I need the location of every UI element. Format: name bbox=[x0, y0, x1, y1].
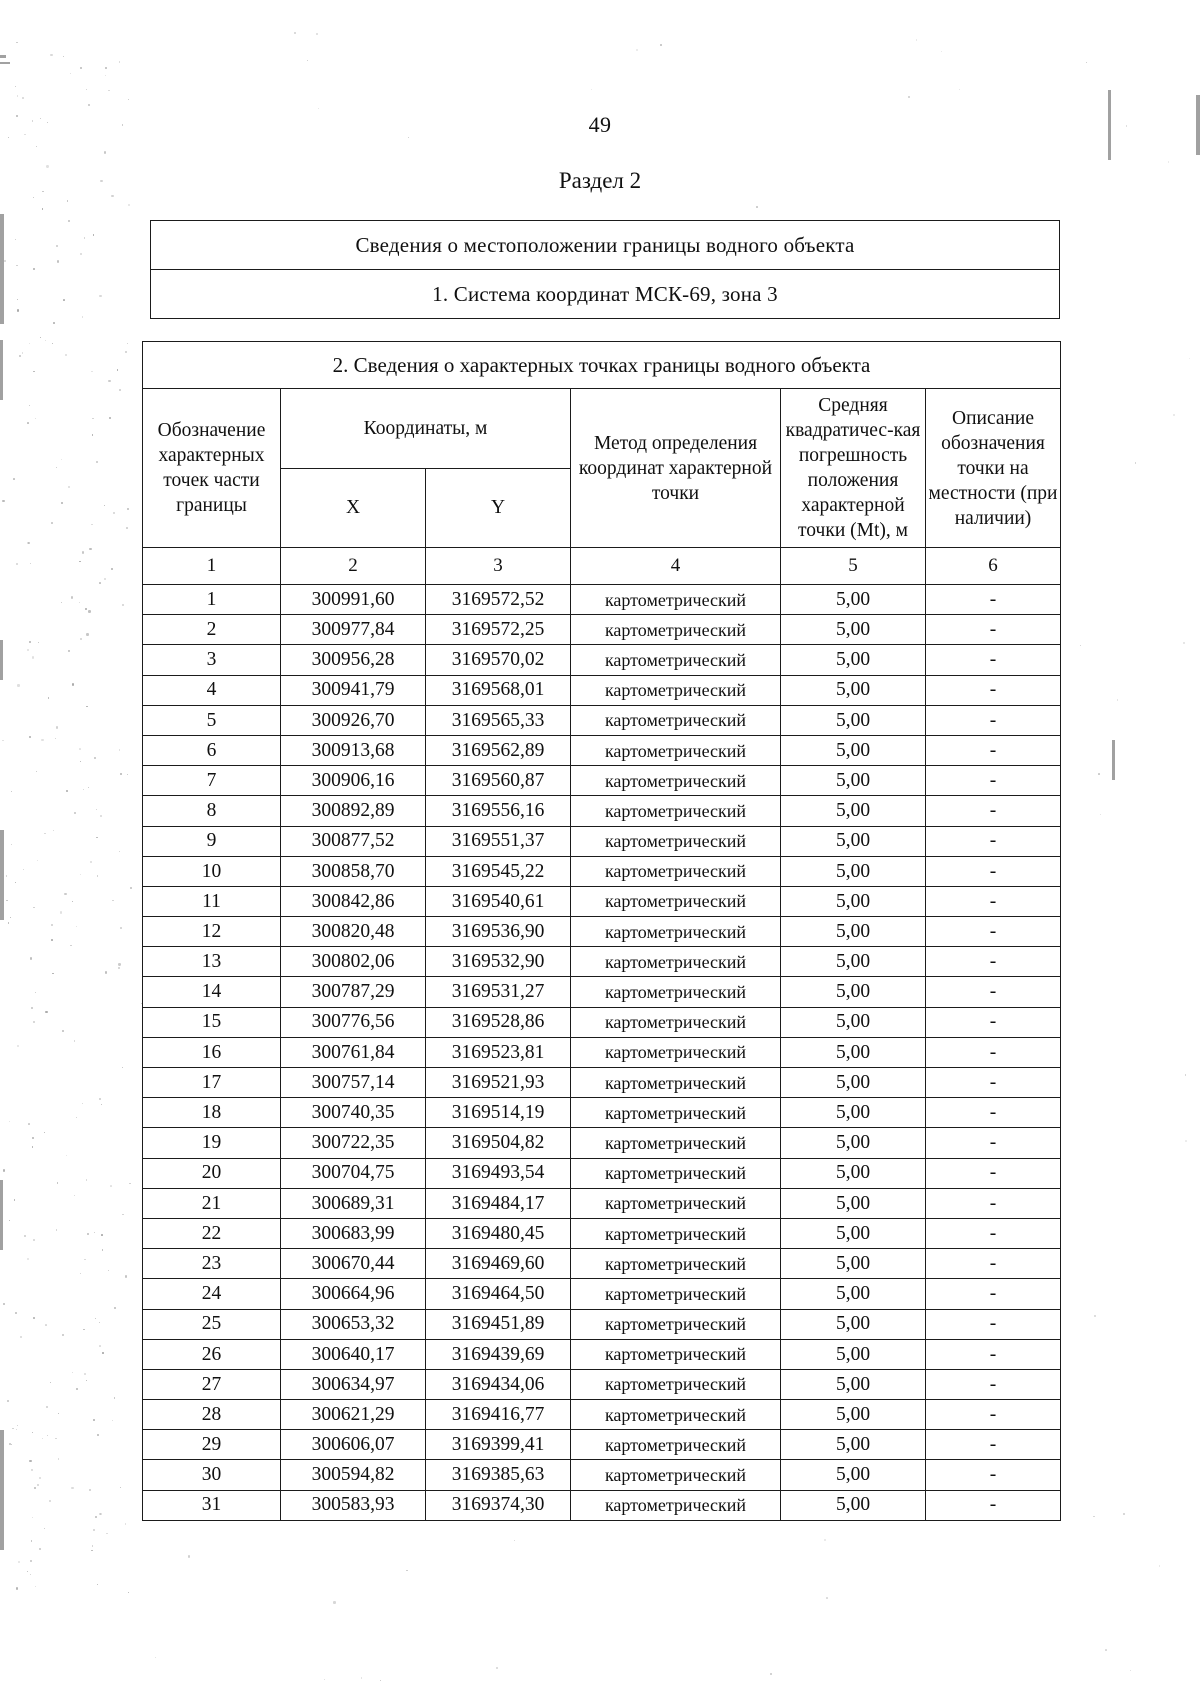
table-row bbox=[143, 1309, 1061, 1339]
y-coordinate-cell: 3169562,89 bbox=[426, 735, 571, 765]
x-coordinate-cell: 300664,96 bbox=[281, 1279, 426, 1309]
table-row bbox=[143, 1158, 1061, 1188]
table-row bbox=[143, 886, 1061, 916]
x-coordinate-cell: 300594,82 bbox=[281, 1460, 426, 1490]
method-cell: картометрический bbox=[571, 1309, 781, 1339]
column-number-3: 3 bbox=[426, 548, 571, 585]
y-coordinate-cell: 3169439,69 bbox=[426, 1339, 571, 1369]
point-number-cell: 2 bbox=[143, 615, 281, 645]
y-coordinate-cell: 3169532,90 bbox=[426, 947, 571, 977]
page-title: Раздел 2 bbox=[558, 168, 642, 193]
table-row bbox=[143, 1490, 1061, 1520]
y-coordinate-cell: 3169540,61 bbox=[426, 886, 571, 916]
x-coordinate-cell: 300956,28 bbox=[281, 645, 426, 675]
table-row bbox=[143, 1007, 1061, 1037]
rms-error-cell: 5,00 bbox=[781, 1068, 926, 1098]
description-cell: - bbox=[926, 585, 1061, 615]
y-coordinate-cell: 3169570,02 bbox=[426, 645, 571, 675]
y-coordinate-cell: 3169556,16 bbox=[426, 796, 571, 826]
rms-error-cell: 5,00 bbox=[781, 1279, 926, 1309]
column-number-1: 1 bbox=[143, 548, 281, 585]
description-cell: - bbox=[926, 675, 1061, 705]
point-number-cell: 16 bbox=[143, 1037, 281, 1067]
point-number-cell: 27 bbox=[143, 1369, 281, 1399]
description-cell: - bbox=[926, 1249, 1061, 1279]
rms-error-cell: 5,00 bbox=[781, 1037, 926, 1067]
point-number-cell: 8 bbox=[143, 796, 281, 826]
rms-error-cell: 5,00 bbox=[781, 1158, 926, 1188]
y-coordinate-cell: 3169385,63 bbox=[426, 1460, 571, 1490]
x-coordinate-cell: 300653,32 bbox=[281, 1309, 426, 1339]
method-cell: картометрический bbox=[571, 1249, 781, 1279]
point-number-cell: 29 bbox=[143, 1430, 281, 1460]
x-coordinate-cell: 300683,99 bbox=[281, 1218, 426, 1248]
point-number-cell: 11 bbox=[143, 886, 281, 916]
description-cell: - bbox=[926, 1158, 1061, 1188]
description-cell: - bbox=[926, 1068, 1061, 1098]
rms-error-cell: 5,00 bbox=[781, 675, 926, 705]
point-number-cell: 14 bbox=[143, 977, 281, 1007]
description-cell: - bbox=[926, 1309, 1061, 1339]
description-cell: - bbox=[926, 886, 1061, 916]
x-coordinate-cell: 300704,75 bbox=[281, 1158, 426, 1188]
table-row bbox=[143, 766, 1061, 796]
method-cell: картометрический bbox=[571, 1339, 781, 1369]
table-row bbox=[143, 615, 1061, 645]
point-number-cell: 10 bbox=[143, 856, 281, 886]
x-coordinate-cell: 300761,84 bbox=[281, 1037, 426, 1067]
method-cell: картометрический bbox=[571, 585, 781, 615]
y-coordinate-cell: 3169565,33 bbox=[426, 705, 571, 735]
rms-error-cell: 5,00 bbox=[781, 1218, 926, 1248]
description-cell: - bbox=[926, 826, 1061, 856]
rms-error-cell: 5,00 bbox=[781, 1430, 926, 1460]
description-cell: - bbox=[926, 1098, 1061, 1128]
rms-error-cell: 5,00 bbox=[781, 1188, 926, 1218]
y-coordinate-cell: 3169434,06 bbox=[426, 1369, 571, 1399]
description-cell: - bbox=[926, 1430, 1061, 1460]
x-coordinate-cell: 300991,60 bbox=[281, 585, 426, 615]
x-coordinate-cell: 300858,70 bbox=[281, 856, 426, 886]
method-cell: картометрический bbox=[571, 977, 781, 1007]
method-cell: картометрический bbox=[571, 675, 781, 705]
rms-error-cell: 5,00 bbox=[781, 796, 926, 826]
rms-error-cell: 5,00 bbox=[781, 705, 926, 735]
y-coordinate-cell: 3169568,01 bbox=[426, 675, 571, 705]
description-cell: - bbox=[926, 977, 1061, 1007]
method-cell: картометрический bbox=[571, 1400, 781, 1430]
rms-error-cell: 5,00 bbox=[781, 645, 926, 675]
point-number-cell: 7 bbox=[143, 766, 281, 796]
description-cell: - bbox=[926, 1279, 1061, 1309]
rms-error-cell: 5,00 bbox=[781, 1309, 926, 1339]
table-row bbox=[143, 1098, 1061, 1128]
rms-error-cell: 5,00 bbox=[781, 826, 926, 856]
method-cell: картометрический bbox=[571, 1188, 781, 1218]
point-number-cell: 3 bbox=[143, 645, 281, 675]
method-cell: картометрический bbox=[571, 917, 781, 947]
x-coordinate-cell: 300820,48 bbox=[281, 917, 426, 947]
y-coordinate-cell: 3169480,45 bbox=[426, 1218, 571, 1248]
x-coordinate-cell: 300913,68 bbox=[281, 735, 426, 765]
table-row bbox=[143, 1068, 1061, 1098]
description-cell: - bbox=[926, 947, 1061, 977]
point-number-cell: 1 bbox=[143, 585, 281, 615]
y-coordinate-cell: 3169528,86 bbox=[426, 1007, 571, 1037]
x-coordinate-cell: 300842,86 bbox=[281, 886, 426, 916]
method-cell: картометрический bbox=[571, 1490, 781, 1520]
rms-error-cell: 5,00 bbox=[781, 615, 926, 645]
table-row bbox=[143, 947, 1061, 977]
y-coordinate-cell: 3169572,25 bbox=[426, 615, 571, 645]
y-coordinate-cell: 3169531,27 bbox=[426, 977, 571, 1007]
point-number-cell: 21 bbox=[143, 1188, 281, 1218]
method-cell: картометрический bbox=[571, 766, 781, 796]
description-cell: - bbox=[926, 1369, 1061, 1399]
x-coordinate-cell: 300640,17 bbox=[281, 1339, 426, 1369]
y-coordinate-cell: 3169521,93 bbox=[426, 1068, 571, 1098]
column-number-5: 5 bbox=[781, 548, 926, 585]
x-coordinate-cell: 300906,16 bbox=[281, 766, 426, 796]
point-number-cell: 9 bbox=[143, 826, 281, 856]
x-coordinate-cell: 300977,84 bbox=[281, 615, 426, 645]
rms-error-cell: 5,00 bbox=[781, 1460, 926, 1490]
coordinate-system-cell: 1. Система координат МСК-69, зона 3 bbox=[151, 270, 1060, 319]
x-coordinate-cell: 300621,29 bbox=[281, 1400, 426, 1430]
rms-error-cell: 5,00 bbox=[781, 977, 926, 1007]
point-number-cell: 18 bbox=[143, 1098, 281, 1128]
table-header-row bbox=[143, 389, 1061, 469]
rms-error-cell: 5,00 bbox=[781, 1128, 926, 1158]
x-coordinate-cell: 300776,56 bbox=[281, 1007, 426, 1037]
method-cell: картометрический bbox=[571, 1007, 781, 1037]
page-number: 49 bbox=[588, 112, 612, 137]
description-cell: - bbox=[926, 1339, 1061, 1369]
rms-error-cell: 5,00 bbox=[781, 1249, 926, 1279]
x-coordinate-cell: 300892,89 bbox=[281, 796, 426, 826]
point-number-cell: 20 bbox=[143, 1158, 281, 1188]
method-cell: картометрический bbox=[571, 615, 781, 645]
table-row bbox=[143, 1339, 1061, 1369]
column-number-row bbox=[143, 548, 1061, 585]
y-coordinate-cell: 3169560,87 bbox=[426, 766, 571, 796]
x-coordinate-cell: 300670,44 bbox=[281, 1249, 426, 1279]
header-y: Y bbox=[426, 468, 571, 548]
y-coordinate-cell: 3169469,60 bbox=[426, 1249, 571, 1279]
point-number-cell: 17 bbox=[143, 1068, 281, 1098]
method-cell: картометрический bbox=[571, 856, 781, 886]
method-cell: картометрический bbox=[571, 1218, 781, 1248]
point-number-cell: 4 bbox=[143, 675, 281, 705]
header-designation: Обозначение характерных точек части границы bbox=[143, 389, 281, 548]
table-row bbox=[143, 826, 1061, 856]
table-row bbox=[143, 917, 1061, 947]
table-row bbox=[143, 1128, 1061, 1158]
x-coordinate-cell: 300722,35 bbox=[281, 1128, 426, 1158]
table-row bbox=[143, 585, 1061, 615]
description-cell: - bbox=[926, 766, 1061, 796]
point-number-cell: 22 bbox=[143, 1218, 281, 1248]
column-number-2: 2 bbox=[281, 548, 426, 585]
table-row bbox=[143, 796, 1061, 826]
y-coordinate-cell: 3169504,82 bbox=[426, 1128, 571, 1158]
method-cell: картометрический bbox=[571, 1037, 781, 1067]
x-coordinate-cell: 300606,07 bbox=[281, 1430, 426, 1460]
y-coordinate-cell: 3169451,89 bbox=[426, 1309, 571, 1339]
point-number-cell: 13 bbox=[143, 947, 281, 977]
description-cell: - bbox=[926, 856, 1061, 886]
method-cell: картометрический bbox=[571, 826, 781, 856]
column-number-4: 4 bbox=[571, 548, 781, 585]
description-cell: - bbox=[926, 1188, 1061, 1218]
method-cell: картометрический bbox=[571, 705, 781, 735]
header-rms-error: Средняя квадратичес-кая погрешность положения характерной точки (Mt), м bbox=[781, 389, 926, 548]
x-coordinate-cell: 300787,29 bbox=[281, 977, 426, 1007]
description-cell: - bbox=[926, 1037, 1061, 1067]
header-x: X bbox=[281, 468, 426, 548]
table-row bbox=[151, 270, 1060, 319]
description-cell: - bbox=[926, 796, 1061, 826]
y-coordinate-cell: 3169523,81 bbox=[426, 1037, 571, 1067]
point-number-cell: 23 bbox=[143, 1249, 281, 1279]
method-cell: картометрический bbox=[571, 735, 781, 765]
rms-error-cell: 5,00 bbox=[781, 947, 926, 977]
table-row bbox=[143, 1037, 1061, 1067]
y-coordinate-cell: 3169399,41 bbox=[426, 1430, 571, 1460]
y-coordinate-cell: 3169464,50 bbox=[426, 1279, 571, 1309]
y-coordinate-cell: 3169493,54 bbox=[426, 1158, 571, 1188]
y-coordinate-cell: 3169514,19 bbox=[426, 1098, 571, 1128]
x-coordinate-cell: 300740,35 bbox=[281, 1098, 426, 1128]
rms-error-cell: 5,00 bbox=[781, 1339, 926, 1369]
x-coordinate-cell: 300941,79 bbox=[281, 675, 426, 705]
method-cell: картометрический bbox=[571, 1369, 781, 1399]
description-cell: - bbox=[926, 735, 1061, 765]
point-number-cell: 28 bbox=[143, 1400, 281, 1430]
table-row bbox=[143, 1430, 1061, 1460]
method-cell: картометрический bbox=[571, 1128, 781, 1158]
method-cell: картометрический bbox=[571, 1098, 781, 1128]
x-coordinate-cell: 300877,52 bbox=[281, 826, 426, 856]
point-number-cell: 24 bbox=[143, 1279, 281, 1309]
header-coordinates: Координаты, м bbox=[281, 389, 571, 469]
point-number-cell: 19 bbox=[143, 1128, 281, 1158]
header-method: Метод определения координат характерной точки bbox=[571, 389, 781, 548]
method-cell: картометрический bbox=[571, 1460, 781, 1490]
point-number-cell: 30 bbox=[143, 1460, 281, 1490]
x-coordinate-cell: 300757,14 bbox=[281, 1068, 426, 1098]
table-row bbox=[143, 1400, 1061, 1430]
table-row bbox=[143, 1369, 1061, 1399]
description-cell: - bbox=[926, 1007, 1061, 1037]
rms-error-cell: 5,00 bbox=[781, 1490, 926, 1520]
table-row bbox=[143, 856, 1061, 886]
table-row bbox=[143, 645, 1061, 675]
heading-table bbox=[150, 220, 1060, 319]
table-row bbox=[143, 1249, 1061, 1279]
y-coordinate-cell: 3169572,52 bbox=[426, 585, 571, 615]
description-cell: - bbox=[926, 1128, 1061, 1158]
x-coordinate-cell: 300926,70 bbox=[281, 705, 426, 735]
point-number-cell: 15 bbox=[143, 1007, 281, 1037]
rms-error-cell: 5,00 bbox=[781, 766, 926, 796]
method-cell: картометрический bbox=[571, 886, 781, 916]
table-row bbox=[143, 1279, 1061, 1309]
rms-error-cell: 5,00 bbox=[781, 856, 926, 886]
x-coordinate-cell: 300802,06 bbox=[281, 947, 426, 977]
table-row bbox=[143, 735, 1061, 765]
table-row bbox=[143, 705, 1061, 735]
x-coordinate-cell: 300689,31 bbox=[281, 1188, 426, 1218]
method-cell: картометрический bbox=[571, 645, 781, 675]
table-row bbox=[143, 1218, 1061, 1248]
x-coordinate-cell: 300583,93 bbox=[281, 1490, 426, 1520]
header-description: Описание обозначения точки на местности (при наличии) bbox=[926, 389, 1061, 548]
description-cell: - bbox=[926, 1218, 1061, 1248]
rms-error-cell: 5,00 bbox=[781, 1400, 926, 1430]
description-cell: - bbox=[926, 1460, 1061, 1490]
rms-error-cell: 5,00 bbox=[781, 1369, 926, 1399]
table-row bbox=[143, 977, 1061, 1007]
point-number-cell: 5 bbox=[143, 705, 281, 735]
y-coordinate-cell: 3169545,22 bbox=[426, 856, 571, 886]
method-cell: картометрический bbox=[571, 796, 781, 826]
point-number-cell: 25 bbox=[143, 1309, 281, 1339]
points-table-caption: 2. Сведения о характерных точках границы водного объекта bbox=[143, 342, 1061, 389]
description-cell: - bbox=[926, 645, 1061, 675]
description-cell: - bbox=[926, 1490, 1061, 1520]
rms-error-cell: 5,00 bbox=[781, 1098, 926, 1128]
table-caption-row bbox=[143, 342, 1061, 389]
table-row bbox=[143, 1188, 1061, 1218]
method-cell: картометрический bbox=[571, 1430, 781, 1460]
table-row bbox=[151, 221, 1060, 270]
y-coordinate-cell: 3169374,30 bbox=[426, 1490, 571, 1520]
y-coordinate-cell: 3169536,90 bbox=[426, 917, 571, 947]
rms-error-cell: 5,00 bbox=[781, 1007, 926, 1037]
characteristic-points-table bbox=[142, 341, 1061, 1521]
table-row bbox=[143, 1460, 1061, 1490]
description-cell: - bbox=[926, 1400, 1061, 1430]
column-number-6: 6 bbox=[926, 548, 1061, 585]
point-number-cell: 26 bbox=[143, 1339, 281, 1369]
water-object-title-cell: Сведения о местоположении границы водного объекта bbox=[151, 221, 1060, 270]
point-number-cell: 12 bbox=[143, 917, 281, 947]
x-coordinate-cell: 300634,97 bbox=[281, 1369, 426, 1399]
point-number-cell: 6 bbox=[143, 735, 281, 765]
method-cell: картометрический bbox=[571, 947, 781, 977]
method-cell: картометрический bbox=[571, 1068, 781, 1098]
rms-error-cell: 5,00 bbox=[781, 585, 926, 615]
table-row bbox=[143, 675, 1061, 705]
description-cell: - bbox=[926, 615, 1061, 645]
description-cell: - bbox=[926, 705, 1061, 735]
rms-error-cell: 5,00 bbox=[781, 886, 926, 916]
rms-error-cell: 5,00 bbox=[781, 917, 926, 947]
y-coordinate-cell: 3169484,17 bbox=[426, 1188, 571, 1218]
method-cell: картометрический bbox=[571, 1279, 781, 1309]
y-coordinate-cell: 3169551,37 bbox=[426, 826, 571, 856]
point-number-cell: 31 bbox=[143, 1490, 281, 1520]
description-cell: - bbox=[926, 917, 1061, 947]
rms-error-cell: 5,00 bbox=[781, 735, 926, 765]
method-cell: картометрический bbox=[571, 1158, 781, 1188]
y-coordinate-cell: 3169416,77 bbox=[426, 1400, 571, 1430]
